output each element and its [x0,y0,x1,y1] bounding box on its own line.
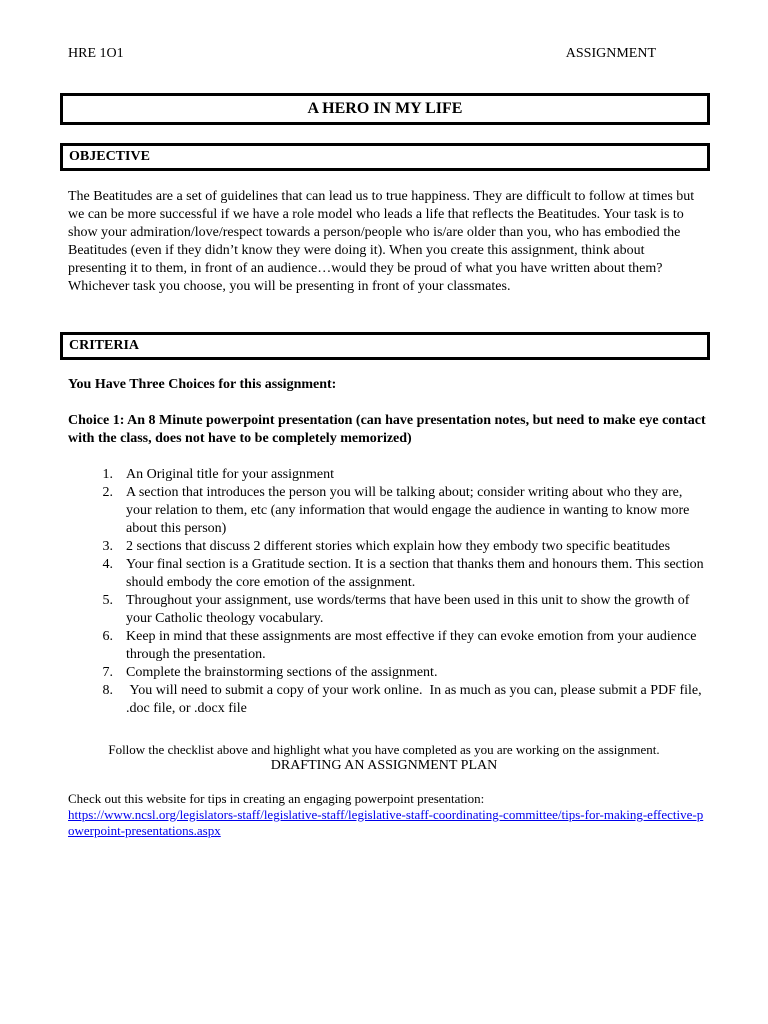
choices-heading: You Have Three Choices for this assignment: [68,377,337,392]
list-item: 8. You will need to submit a copy of your work online. In as much as you can, please submit a PDF file, .doc file, or .docx file [102,683,706,716]
criteria-heading: CRITERIA [60,332,710,360]
choice-1-description: Choice 1: An 8 Minute powerpoint presentation (can have presentation notes, but need to make eye contact with the class, does not have to be completely memorized) [68,413,706,446]
list-item: 1. An Original title for your assignment [102,467,335,482]
list-item: 4. Your final section is a Gratitude section. It is a section that thanks them and honours them. This section should embody the core emotion of the assignment. [102,557,704,590]
website-intro: Check out this website for tips in creating an engaging powerpoint presentation: [68,791,485,806]
assignment-title: A HERO IN MY LIFE [60,93,710,125]
list-item: 6. Keep in mind that these assignments are most effective if they can evoke emotion from your audience through the presentation. [102,629,697,662]
list-item: 3. 2 sections that discuss 2 different stories which explain how they embody two specific beatitudes [102,539,671,554]
objective-paragraph: The Beatitudes are a set of guidelines that can lead us to true happiness. They are difficult to follow at times but we can be more successful if we have a role model who leads a life that reflects the Beatitudes. Your task is to show your admiration/love/respect towards a person/people who is/are older than you, who has embodied the Beatitudes (even if they didn’t know they were doing it). When you create this assignment, think about presenting it to them, in front of an audience…would they be proud of what you have written about them? Whichever task you choose, you will be presenting in front of your classmates. [68,189,695,294]
objective-heading: OBJECTIVE [60,143,710,171]
course-code: HRE 1O1 [68,46,124,61]
page-header [68,46,656,62]
criteria-checklist [68,466,708,718]
checklist-instruction: Follow the checklist above and highlight what you have completed as you are working on the assignment. [108,742,660,757]
list-item: 2. A section that introduces the person you will be talking about; consider writing about who they are, your relation to them, etc (any information that would engage the audience in wanting to know more about this person) [102,485,690,536]
list-item: 7. Complete the brainstorming sections of the assignment. [102,665,438,680]
drafting-heading: DRAFTING AN ASSIGNMENT PLAN [270,758,498,773]
website-tip [68,791,708,839]
document-type: ASSIGNMENT [565,46,656,61]
presentation-tips-link[interactable]: https://www.ncsl.org/legislators-staff/legislative-staff/legislative-staff-coordinating-committee/tips-for-making-effective-powerpoint-presentations.aspx [68,807,704,838]
list-item: 5. Throughout your assignment, use words/terms that have been used in this unit to show the growth of your Catholic theology vocabulary. [102,593,690,626]
